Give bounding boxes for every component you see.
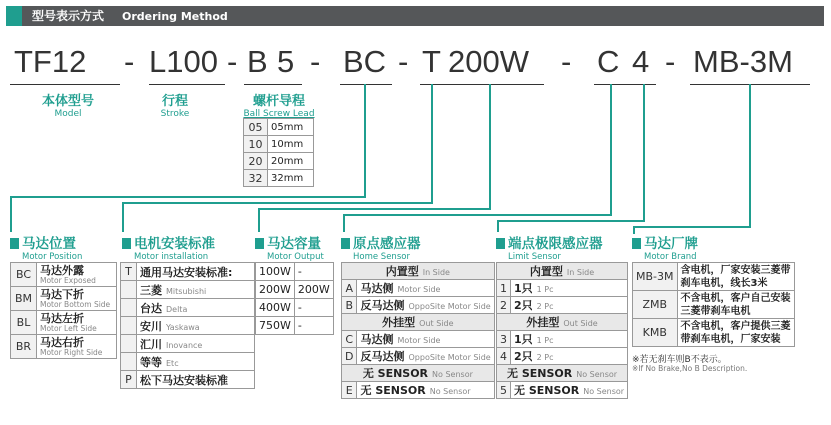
position-code: BC [11,263,37,287]
install-desc-en: Yaskawa [166,322,200,332]
sensor-desc-cn: 马达侧 [360,333,394,346]
label-model-en: Model [54,109,82,119]
table-row [342,297,495,314]
table-row [342,331,495,348]
model-segment: - [665,44,676,79]
sensor-desc-en: No Sensor [429,387,471,396]
sensor-group [342,263,495,280]
connector-line [431,84,433,204]
motor-install-title-cn: 电机安装标准 [134,236,215,252]
underline-position [340,84,392,85]
model-segment: - [124,44,135,79]
sensor-group [497,263,628,280]
table-row [121,371,255,389]
install-code [121,335,137,353]
table-row [121,299,255,317]
sensor-group-cn: 外挂型 [382,316,416,329]
install-code [121,353,137,371]
sensor-desc-en: Motor Side [397,336,441,345]
table-row [11,287,117,311]
model-segment: C [597,44,620,79]
motor-output-title-en: Motor Output [267,252,324,262]
install-desc-en: Delta [166,304,188,314]
sensor-group-cn: 无 SENSOR [507,367,573,380]
install-code: P [121,371,137,389]
section-motor-install [122,232,215,262]
underline-model [10,84,120,85]
position-desc [37,335,117,359]
sensor-group [342,365,495,382]
position-code: BL [11,311,37,335]
brand-desc [677,319,794,347]
table-row [497,331,628,348]
sensor-desc [511,382,628,399]
model-segment: - [310,44,321,79]
model-segment: B [247,44,268,79]
sensor-desc [511,297,628,314]
sensor-desc [357,331,494,348]
position-code: BR [11,335,37,359]
motor-output-title [255,232,324,252]
home-sensor-title-en: Home Sensor [353,252,410,262]
header-accent [6,6,22,26]
position-desc-cn: 马达下折 [40,287,84,301]
connector-line [258,208,260,232]
table-row [11,263,117,287]
table-row [121,263,255,281]
position-desc [37,311,117,335]
section-limit-sensor [496,232,603,262]
label-lead-cn: 螺杆导程 [252,94,305,109]
install-desc [137,317,255,335]
model-segment: BC [343,44,387,79]
table-row [342,263,495,280]
square-icon [496,238,505,249]
square-icon [632,238,641,249]
install-desc-cn: 通用马达安装标准: [140,265,233,279]
connector-line [343,214,611,216]
position-desc-en: Motor Left Side [40,323,97,333]
lead-value: 32mm [268,170,314,187]
sensor-group-en: Out Side [419,319,454,328]
sensor-group-en: No Sensor [432,370,473,379]
brand-desc-line2: 带刹车电机，厂家安装 [680,333,781,345]
home-sensor-title-cn: 原点感应器 [353,236,421,252]
install-desc-cn: 等等 [140,355,162,369]
lead-code: 05 [244,119,268,136]
limit-sensor-title-cn: 端点极限感应器 [508,236,603,252]
motor-position-table [10,262,117,359]
motor-brand-title-cn: 马达厂牌 [644,236,698,252]
motor-position-title [10,232,82,252]
sensor-code: 2 [497,297,511,314]
section-motor-position [10,232,82,262]
connector-line [122,202,432,204]
motor-brand-table [632,262,795,347]
table-row [11,335,117,359]
label-model-cn: 本体型号 [41,94,94,109]
model-segment: 200W [448,44,529,79]
table-row [121,281,255,299]
model-segment: TF12 [14,44,87,79]
output-value: - [294,263,333,281]
table-row [121,353,255,371]
sensor-group [497,314,628,331]
model-segment: 4 [632,44,650,79]
output-option: 750W [256,317,295,335]
brand-code: MB-3M [633,263,678,291]
sensor-code: 1 [497,280,511,297]
sensor-desc-en: OppoSite Motor Side [408,302,491,311]
model-segment: - [561,44,572,79]
sensor-desc-cn: 无 SENSOR [514,384,580,397]
table-row [497,382,628,399]
table-row [342,314,495,331]
table-row [256,299,334,317]
sensor-desc-en: 2 Pc [536,302,554,311]
position-desc-cn: 马达外露 [40,263,84,277]
table-row [244,119,314,136]
table-row [497,297,628,314]
square-icon [10,238,19,249]
install-code: T [121,263,137,281]
connector-line [343,214,345,232]
connector-line [489,84,491,210]
sensor-group-en: No Sensor [576,370,618,379]
sensor-desc-cn: 1只 [514,333,533,346]
lead-table [243,118,314,187]
sensor-code: A [342,280,357,297]
install-desc-cn: 台达 [140,301,162,315]
table-row [633,319,795,347]
output-value: - [294,299,333,317]
label-stroke-cn: 行程 [161,94,188,109]
sensor-desc-en: OppoSite Motor Side [408,353,491,362]
limit-sensor-title-en: Limit Sensor [508,252,561,262]
connector-line [258,208,490,210]
install-desc-en: Inovance [166,340,203,350]
motor-install-table [120,262,255,389]
sensor-desc-cn: 2只 [514,299,533,312]
brand-code: KMB [633,319,678,347]
table-row [244,136,314,153]
output-value: - [294,317,333,335]
position-desc [37,287,117,311]
brake-note-cn: ※若无刹车则B不表示。 [632,355,727,365]
install-desc [137,335,255,353]
section-motor-brand [632,232,698,262]
table-row [497,348,628,365]
connector-line [364,84,366,198]
lead-value: 10mm [268,136,314,153]
underline-lead [244,84,302,85]
install-desc-en: Mitsubishi [166,286,207,296]
connector-line [643,84,645,222]
connector-line [749,84,751,228]
connector-line [10,196,365,198]
section-home-sensor [341,232,421,262]
limit-sensor-table [496,262,628,399]
sensor-group-cn: 内置型 [529,265,563,278]
sensor-desc [357,382,494,399]
connector-line [122,202,124,232]
install-desc-cn: 三菱 [140,283,162,297]
sensor-desc [357,297,494,314]
underline-install-output [420,84,544,85]
sensor-desc-cn: 无 SENSOR [360,384,426,397]
table-row [497,280,628,297]
sensor-group-cn: 内置型 [385,265,419,278]
position-desc-en: Motor Exposed [40,275,96,285]
lead-value: 20mm [268,153,314,170]
header-title-cn: 型号表示方式 [32,9,105,23]
install-desc-cn: 安川 [140,319,162,333]
table-row [256,281,334,299]
motor-position-title-cn: 马达位置 [22,236,76,252]
table-row [497,314,628,331]
table-row [633,291,795,319]
sensor-group-cn: 无 SENSOR [362,367,429,380]
install-code [121,281,137,299]
sensor-group [342,314,495,331]
table-row [121,317,255,335]
table-row [256,263,334,281]
install-desc [137,281,255,299]
brand-desc-line2: 刹车电机，线长3米 [680,277,768,289]
position-desc-en: Motor Right Side [40,347,103,357]
table-row [11,311,117,335]
label-lead-en: Ball Screw Lead [243,109,315,119]
table-row [256,317,334,335]
install-desc [137,353,255,371]
connector-line [10,196,12,232]
position-desc-en: Motor Bottom Side [40,299,111,309]
section-header [6,6,824,26]
brand-code: ZMB [633,291,678,319]
install-code [121,317,137,335]
header-title-en: Ordering Method [122,10,228,23]
label-lead [238,90,320,119]
connector-line [633,226,750,228]
sensor-group-en: In Side [566,268,595,277]
position-desc [37,263,117,287]
home-sensor-title [341,232,421,252]
sensor-desc-cn: 1只 [514,282,533,295]
home-sensor-table [341,262,495,399]
brand-desc-line1: 不含电机，客户自己安装 [680,292,791,304]
motor-brand-title [632,232,698,252]
brand-desc [677,291,794,319]
sensor-desc [357,348,494,365]
sensor-code: 4 [497,348,511,365]
brake-note-en: ※If No Brake,No B Description. [632,364,748,373]
sensor-desc-cn: 马达侧 [360,282,394,295]
sensor-desc [511,280,628,297]
motor-install-title [122,232,215,252]
underline-sensors [594,84,656,85]
lead-code: 10 [244,136,268,153]
brand-desc-line2: 三菱带刹车电机 [680,305,751,317]
sensor-desc [511,348,628,365]
section-motor-output [255,232,324,262]
underline-stroke [149,84,225,85]
sensor-code: D [342,348,357,365]
sensor-code: B [342,297,357,314]
output-option: 400W [256,299,295,317]
motor-brand-title-en: Motor Brand [644,252,697,262]
output-option: 100W [256,263,295,281]
sensor-desc-en: No Sensor [583,387,625,396]
install-desc [137,263,255,281]
model-segment: 5 [277,44,295,79]
connector-line [610,84,612,216]
sensor-desc-en: 2 Pc [536,353,554,362]
table-row [342,382,495,399]
lead-code: 20 [244,153,268,170]
brand-desc [677,263,794,291]
sensor-code: 3 [497,331,511,348]
connector-line [497,220,644,222]
position-desc-cn: 马达左折 [40,311,84,325]
table-row [342,280,495,297]
sensor-group-en: In Side [422,268,450,277]
sensor-group [497,365,628,382]
table-row [342,348,495,365]
position-desc-cn: 马达右折 [40,335,84,349]
model-segment: - [227,44,238,79]
table-row [244,170,314,187]
label-model [28,90,108,119]
square-icon [122,238,131,249]
table-row [342,365,495,382]
position-code: BM [11,287,37,311]
sensor-desc-en: Motor Side [397,285,441,294]
sensor-code: 5 [497,382,511,399]
output-option: 200W [256,281,295,299]
model-segment: MB-3M [693,44,793,79]
sensor-desc-cn: 2只 [514,350,533,363]
sensor-code: C [342,331,357,348]
square-icon [341,238,350,249]
motor-install-title-en: Motor installation [134,252,209,262]
brand-desc-line1: 含电机，厂家安装三菱带 [680,264,791,276]
label-stroke [145,90,205,119]
limit-sensor-title [496,232,603,252]
sensor-desc-en: 1 Pc [536,336,554,345]
brand-desc-line1: 不含电机，客户提供三菱 [680,320,791,332]
motor-output-title-cn: 马达容量 [267,236,321,252]
sensor-desc-en: 1 Pc [536,285,554,294]
sensor-group-cn: 外挂型 [526,316,560,329]
table-row [497,365,628,382]
install-desc [137,299,255,317]
lead-value: 05mm [268,119,314,136]
sensor-group-en: Out Side [563,319,598,328]
install-desc [137,371,255,389]
install-code [121,299,137,317]
table-row [121,335,255,353]
sensor-desc [357,280,494,297]
model-segment: L100 [149,44,218,79]
label-stroke-en: Stroke [160,109,190,119]
square-icon [255,238,264,249]
motor-position-title-en: Motor Position [22,252,83,262]
install-desc-cn: 汇川 [140,337,162,351]
motor-output-table [255,262,334,335]
install-desc-en: Etc [166,358,179,368]
sensor-code: E [342,382,357,399]
sensor-desc [511,331,628,348]
table-row [244,153,314,170]
table-row [633,263,795,291]
sensor-desc-cn: 反马达侧 [360,299,405,312]
model-segment: T [422,44,441,79]
install-desc-cn: 松下马达安装标准 [140,373,228,387]
model-segment: - [398,44,409,79]
output-value: 200W [294,281,333,299]
lead-code: 32 [244,170,268,187]
sensor-desc-cn: 反马达侧 [360,350,405,363]
table-row [497,263,628,280]
